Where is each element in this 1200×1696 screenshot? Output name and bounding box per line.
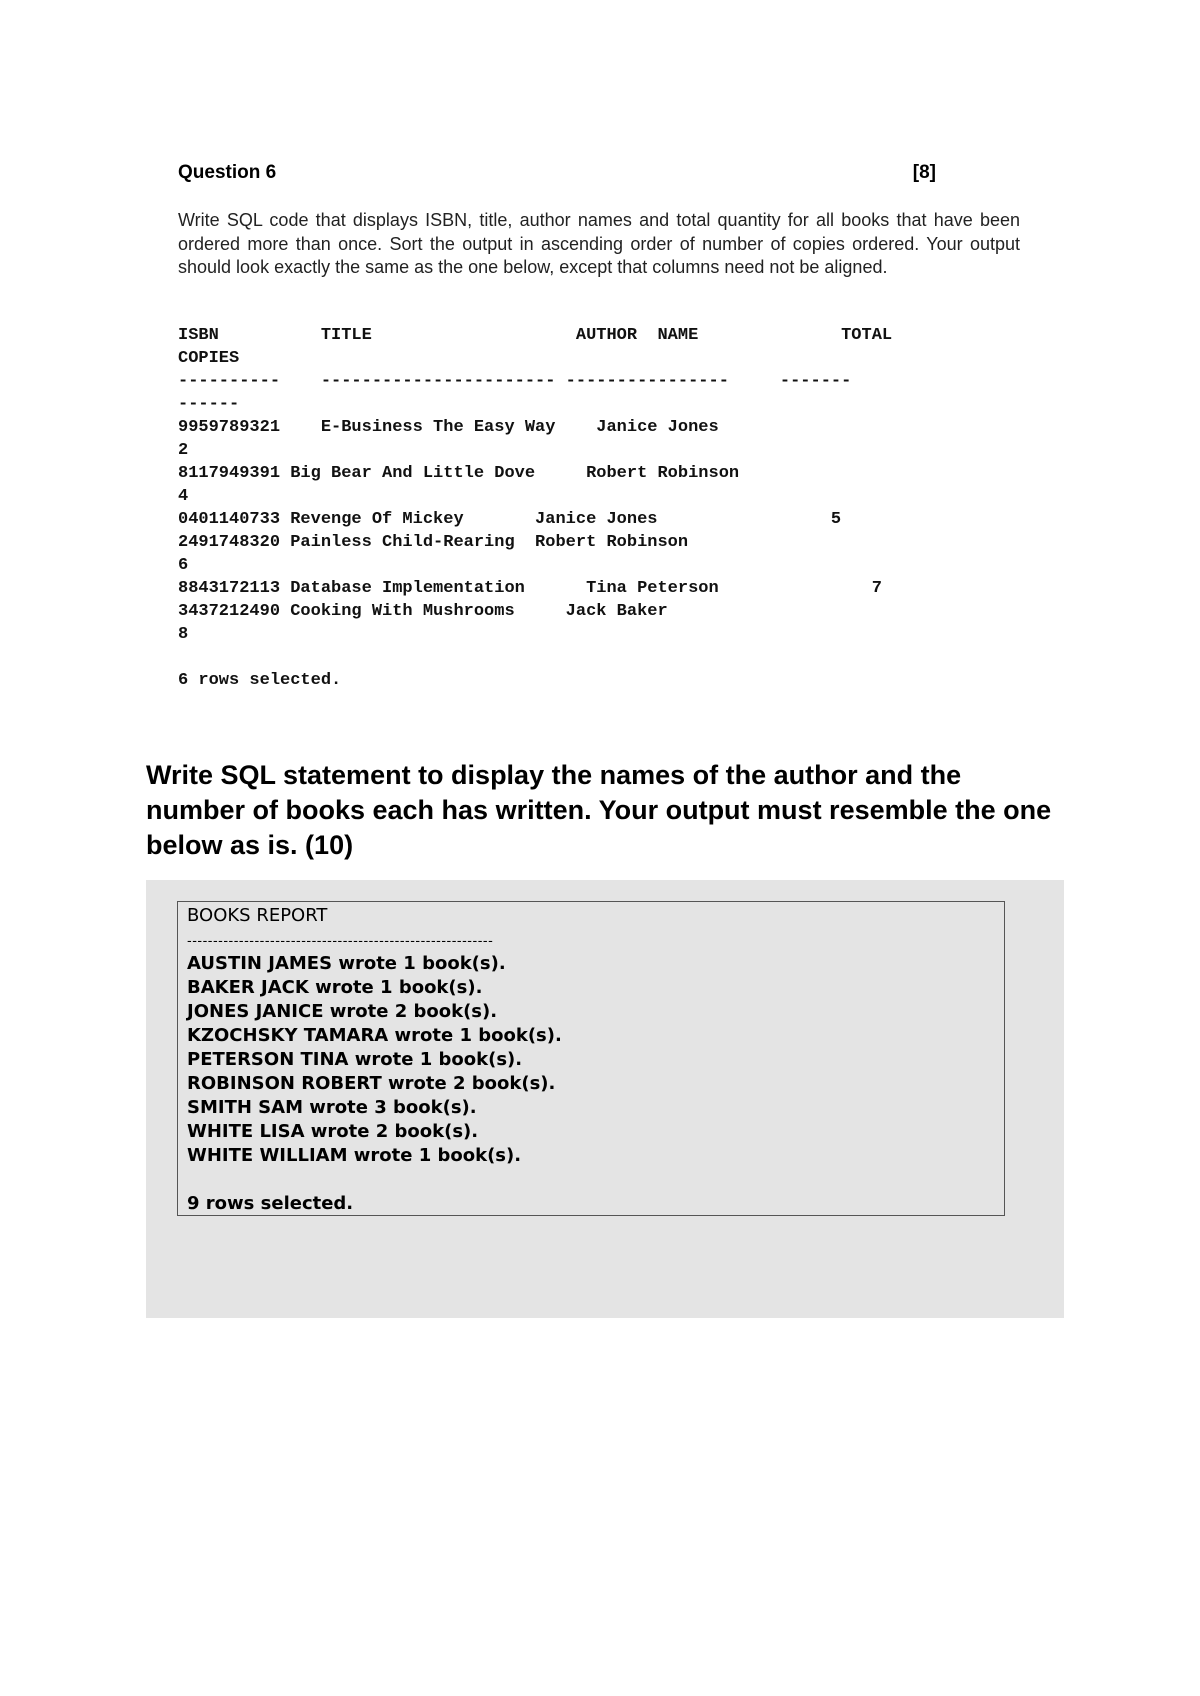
- sql-output-line: 3437212490 Cooking With Mushrooms Jack Baker: [178, 602, 668, 621]
- report-row: SMITH SAM wrote 3 book(s).: [187, 1097, 477, 1118]
- question-6-paragraph: Write SQL code that displays ISBN, title, author names and total quantity for all books that have been ordered more than once. Sort the output in ascending order of number of copies ordered. Your output should look exactly the same as the one below, except that columns need not be aligned.: [178, 210, 1020, 277]
- report-row: JONES JANICE wrote 2 book(s).: [187, 1001, 498, 1022]
- sql-output-rows-selected: 6 rows selected.: [178, 671, 342, 690]
- report-row: WHITE LISA wrote 2 book(s).: [187, 1121, 479, 1142]
- report-divider: -----------------------------------------------------------: [187, 934, 494, 949]
- sql-output-line: ------: [178, 395, 240, 414]
- report-row: ROBINSON ROBERT wrote 2 book(s).: [187, 1073, 556, 1094]
- sql-output-line: 6: [178, 556, 189, 575]
- question-6-title: Question 6: [178, 162, 277, 183]
- question-6-heading-row: [178, 162, 936, 186]
- sql-output-line: 9959789321 E-Business The Easy Way Janice Jones: [178, 418, 719, 437]
- report-row: KZOCHSKY TAMARA wrote 1 book(s).: [187, 1025, 562, 1046]
- sql-output-line: COPIES: [178, 349, 240, 368]
- sql-output-line: 2: [178, 441, 189, 460]
- sql-output-line: 8843172113 Database Implementation Tina Peterson 7: [178, 579, 882, 598]
- report-row: WHITE WILLIAM wrote 1 book(s).: [187, 1145, 522, 1166]
- report-row: BAKER JACK wrote 1 book(s).: [187, 977, 483, 998]
- report-row: AUSTIN JAMES wrote 1 book(s).: [187, 953, 506, 974]
- report-footer: 9 rows selected.: [187, 1193, 354, 1214]
- sql-output-line: 8: [178, 625, 189, 644]
- sql-output-line: 0401140733 Revenge Of Mickey Janice Jones 5: [178, 510, 842, 529]
- sql-output-line: 4: [178, 487, 189, 506]
- sql-output-line: 2491748320 Painless Child-Rearing Robert Robinson: [178, 533, 689, 552]
- sql-output-line: 8117949391 Big Bear And Little Dove Robert Robinson: [178, 464, 740, 483]
- question-6-marks: [8]: [912, 162, 936, 183]
- report-title: BOOKS REPORT: [187, 905, 328, 926]
- sql-output-line: ISBN TITLE AUTHOR NAME TOTAL: [178, 326, 893, 345]
- question-text: Write SQL statement to display the names of the author and the number of books each has written. Your output must resemble the one below as is. (10): [146, 760, 1052, 860]
- sql-output-line: ---------- ----------------------- ---------------- -------: [178, 372, 852, 391]
- report-row: PETERSON TINA wrote 1 book(s).: [187, 1049, 523, 1070]
